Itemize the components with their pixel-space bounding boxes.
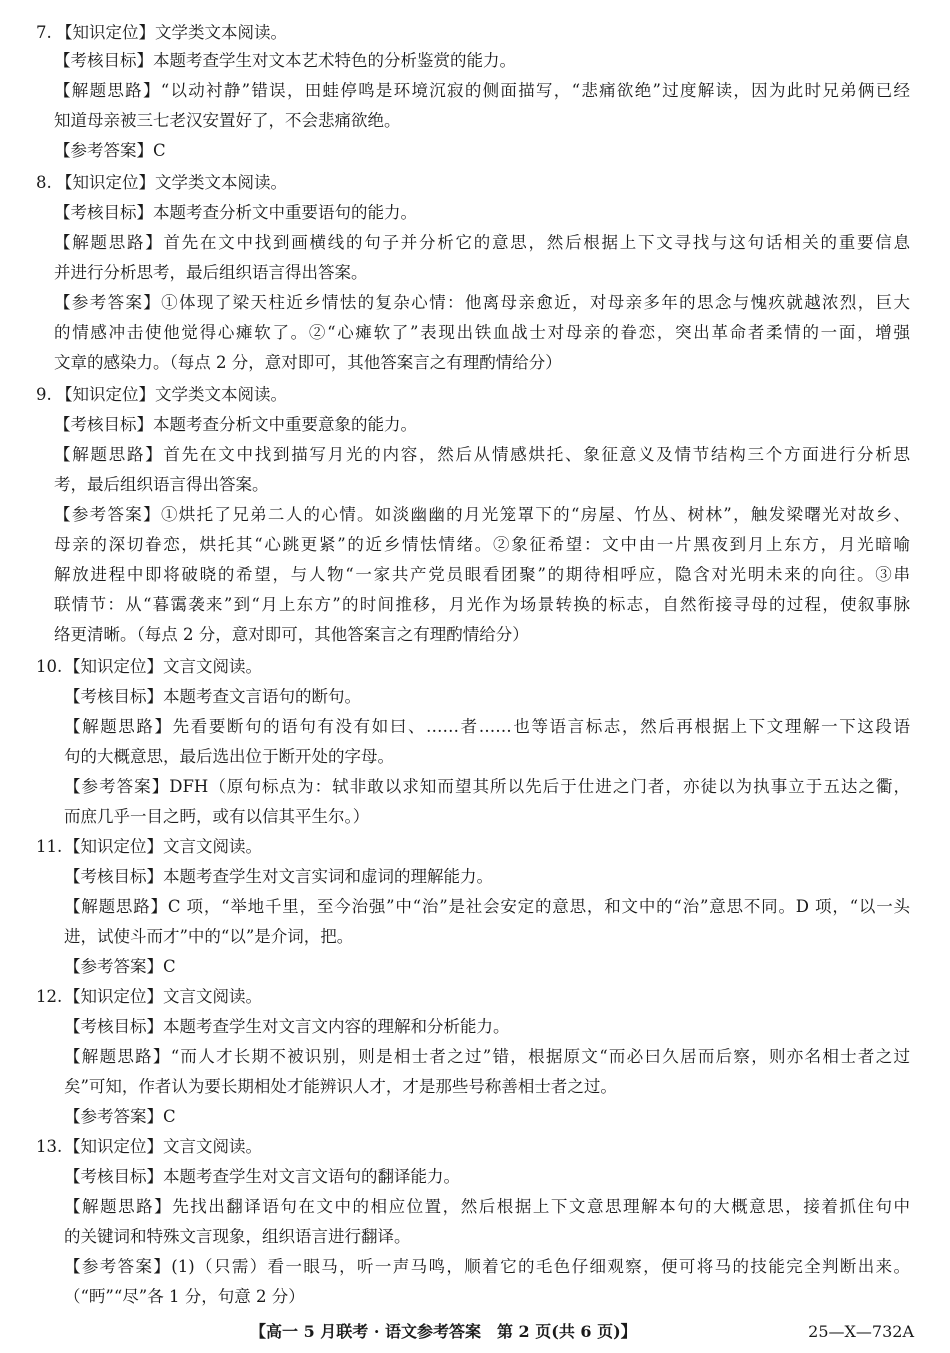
- answer-line: 的情感冲击使他觉得心瘫软了。②“心瘫软了”表现出铁血战士对母亲的眷恋，突出革命者柔情的一面，增强: [54, 323, 910, 342]
- answer-line: 【参考答案】①烘托了兄弟二人的心情。如淡幽幽的月光笼罩下的“房屋、竹丛、树林”，触发梁曙光对故乡、: [54, 505, 910, 524]
- answer-line: 【解题思路】C 项，“举地千里，至今治强”中“治”是社会安定的意思，和文中的“治”意思不同。D 项，“以一头: [64, 897, 910, 916]
- answer-line: 【考核目标】本题考查学生对文言文内容的理解和分析能力。: [64, 1017, 510, 1036]
- question-number: 12.: [36, 987, 63, 1006]
- answer-line: 【参考答案】C: [64, 1107, 176, 1126]
- answer-line: 【参考答案】DFH（原句标点为：轼非敢以求知而望其所以先后于仕进之门者，亦徒以为执事立于五达之衢，: [64, 777, 910, 796]
- knowledge-line: 【知识定位】文言文阅读。: [64, 837, 262, 856]
- footer-title: 【高一 5 月联考 · 语文参考答案 第 2 页(共 6 页)】: [250, 1322, 637, 1341]
- answer-line: 联情节：从“暮霭袭来”到“月上东方”的时间推移，月光作为场景转换的标志，自然衔接寻母的过程，使叙事脉: [54, 595, 910, 614]
- answer-line: 【参考答案】(1)（只需）看一眼马，听一声马鸣，顺着它的毛色仔细观察，便可将马的技能完全判断出来。: [64, 1257, 910, 1276]
- knowledge-line: 【知识定位】文学类文本阅读。: [56, 173, 287, 192]
- answer-line: 【考核目标】本题考查分析文中重要意象的能力。: [54, 415, 417, 434]
- answer-line: （“眄”“尽”各 1 分，句意 2 分）: [64, 1287, 305, 1306]
- answer-line: 并进行分析思考，最后组织语言得出答案。: [54, 263, 368, 282]
- question-number: 10.: [36, 657, 63, 676]
- answer-line: 【考核目标】本题考查分析文中重要语句的能力。: [54, 203, 417, 222]
- question-number: 13.: [36, 1137, 63, 1156]
- answer-line: 【参考答案】C: [54, 141, 166, 160]
- answer-line: 【解题思路】“以动衬静”错误，田蛙停鸣是环境沉寂的侧面描写，“悲痛欲绝”过度解读，因为此时兄弟俩已经: [54, 81, 910, 100]
- knowledge-line: 【知识定位】文言文阅读。: [64, 987, 262, 1006]
- answer-line: 矣”可知，作者认为要长期相处才能辨识人才，才是那些号称善相士者之过。: [64, 1077, 617, 1096]
- knowledge-line: 【知识定位】文学类文本阅读。: [56, 385, 287, 404]
- answer-line: 【解题思路】先找出翻译语句在文中的相应位置，然后根据上下文意思理解本句的大概意思，接着抓住句中: [64, 1197, 910, 1216]
- knowledge-line: 【知识定位】文言文阅读。: [64, 1137, 262, 1156]
- answer-line: 解放进程中即将破晓的希望，与人物“一家共产党员眼看团聚”的期待相呼应，隐含对光明未来的向往。③串: [54, 565, 910, 584]
- answer-line: 【考核目标】本题考查学生对文本艺术特色的分析鉴赏的能力。: [54, 51, 516, 70]
- knowledge-line: 【知识定位】文学类文本阅读。: [56, 23, 287, 42]
- answer-line: 知道母亲被三七老汉安置好了，不会悲痛欲绝。: [54, 111, 401, 130]
- answer-line: 的关键词和特殊文言现象，组织语言进行翻译。: [64, 1227, 411, 1246]
- answer-line: 【解题思路】“而人才长期不被识别，则是相士者之过”错，根据原文“而必曰久居而后察，则亦名相士者之过: [64, 1047, 910, 1066]
- footer-code: 25—X—732A: [808, 1322, 914, 1341]
- answer-line: 【解题思路】首先在文中找到描写月光的内容，然后从情感烘托、象征意义及情节结构三个方面进行分析思: [54, 445, 910, 464]
- answer-line: 【考核目标】本题考查学生对文言文语句的翻译能力。: [64, 1167, 460, 1186]
- answer-line: 而庶几乎一目之眄，或有以信其平生尔。）: [64, 807, 370, 826]
- knowledge-line: 【知识定位】文言文阅读。: [64, 657, 262, 676]
- page-footer: [0, 1320, 950, 1344]
- answer-line: 【解题思路】首先在文中找到画横线的句子并分析它的意思，然后根据上下文寻找与这句话相关的重要信息: [54, 233, 910, 252]
- question-number: 7.: [36, 23, 52, 42]
- answer-line: 考，最后组织语言得出答案。: [54, 475, 269, 494]
- answer-line: 【解题思路】先看要断句的语句有没有如曰、……者……也等语言标志，然后再根据上下文理解一下这段语: [64, 717, 910, 736]
- answer-line: 【参考答案】①体现了梁天柱近乡情怯的复杂心情：他离母亲愈近，对母亲多年的思念与愧疚就越浓烈，巨大: [54, 293, 910, 312]
- question-number: 9.: [36, 385, 52, 404]
- answer-line: 【参考答案】C: [64, 957, 176, 976]
- answer-line: 【考核目标】本题考查学生对文言实词和虚词的理解能力。: [64, 867, 493, 886]
- answer-line: 母亲的深切眷恋，烘托其“心跳更紧”的近乡情怯情绪。②象征希望：文中由一片黑夜到月上东方，月光暗喻: [54, 535, 910, 554]
- answer-line: 进，试使斗而才”中的“以”是介词，把。: [64, 927, 354, 946]
- answer-line: 【考核目标】本题考查文言语句的断句。: [64, 687, 361, 706]
- question-number: 8.: [36, 173, 52, 192]
- question-number: 11.: [36, 837, 63, 856]
- answer-line: 络更清晰。（每点 2 分，意对即可，其他答案言之有理酌情给分）: [54, 625, 529, 644]
- answer-line: 句的大概意思，最后选出位于断开处的字母。: [64, 747, 394, 766]
- answer-line: 文章的感染力。（每点 2 分，意对即可，其他答案言之有理酌情给分）: [54, 353, 562, 372]
